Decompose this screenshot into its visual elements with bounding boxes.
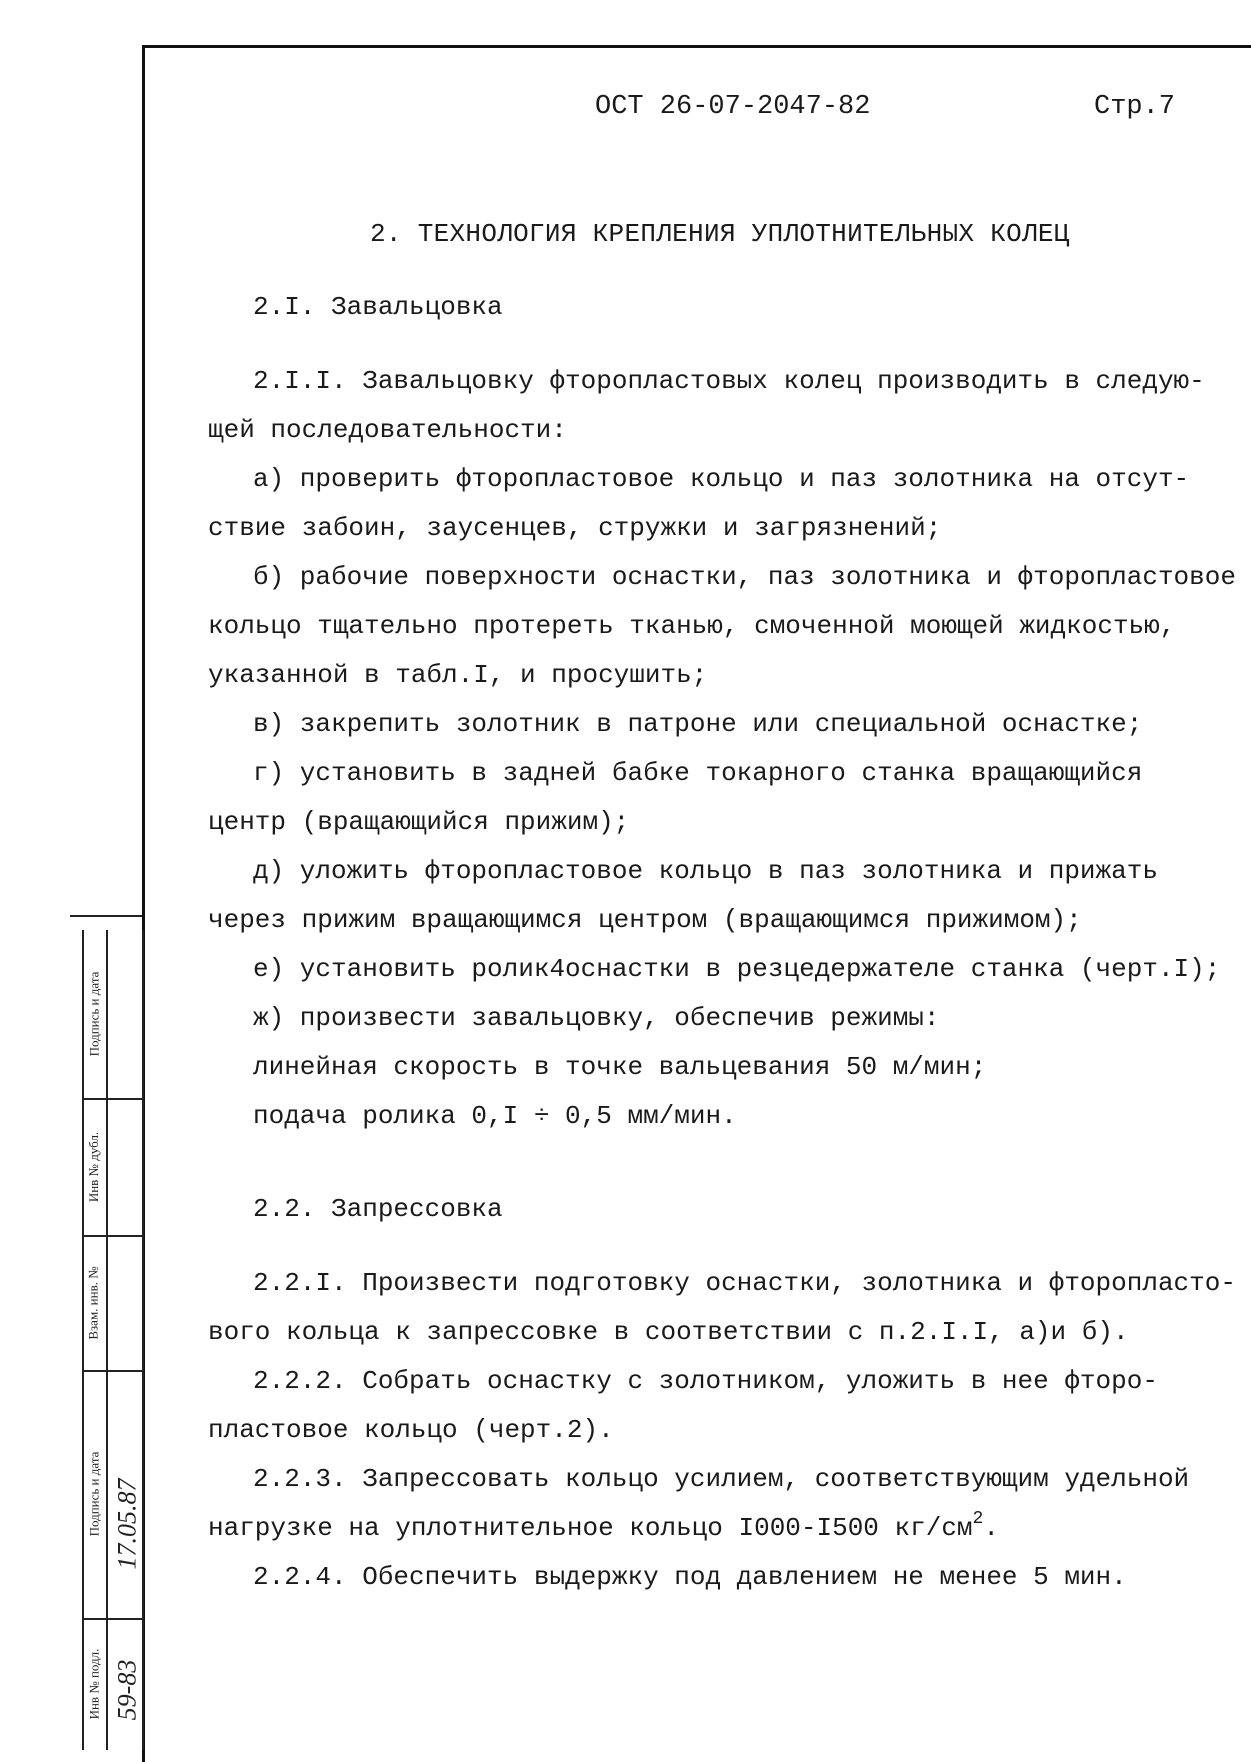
list-item-line: е) установить ролик4оснастки в резцедержателе станка (черт.I); [253, 954, 1221, 984]
paragraph-line: 2.2.I. Произвести подготовку оснастки, золотника и фторопласто- [253, 1268, 1236, 1298]
paragraph-line: вого кольца к запрессовке в соответствии с п.2.I.I, а)и б). [208, 1317, 1129, 1347]
list-item-line: б) рабочие поверхности оснастки, паз золотника и фторопластовое [253, 562, 1236, 592]
list-item-line: через прижим вращающимся центром (вращающимся прижимом); [208, 905, 1082, 935]
superscript: 2 [972, 1509, 984, 1529]
list-item-line: указанной в табл.I, и просушить; [208, 660, 708, 690]
paragraph-line: 2.2.3. Запрессовать кольцо усилием, соответствующим удельной [253, 1464, 1190, 1494]
stamp-cell: Взам. инв. № [86, 1265, 102, 1340]
line-text: нагрузке на уплотнительное кольцо I000-I500 кг/см [208, 1513, 973, 1543]
paragraph-line: 2.2.2. Собрать оснастку с золотником, уложить в нее фторо- [253, 1366, 1158, 1396]
stamp-top-line [70, 915, 142, 917]
margin-stamp [82, 930, 144, 1750]
list-item-line: д) уложить фторопластовое кольцо в паз золотника и прижать [253, 856, 1158, 886]
subsection-heading: 2.I. Завальцовка [253, 292, 503, 322]
list-item-line: а) проверить фторопластовое кольцо и паз золотника на отсут- [253, 464, 1190, 494]
list-item-line: в) закрепить золотник в патроне или специальной оснастке; [253, 709, 1143, 739]
list-item-line: линейная скорость в точке вальцевания 50 м/мин; [253, 1052, 987, 1082]
paragraph-line: пластовое кольцо (черт.2). [208, 1415, 614, 1445]
paragraph-line: 2.2.4. Обеспечить выдержку под давлением не менее 5 мин. [253, 1562, 1127, 1592]
stamp-cell: Инв № подл. [86, 1648, 102, 1720]
stamp-cell: Подпись и дата [86, 971, 102, 1057]
paragraph-line [208, 1509, 999, 1543]
stamp-border [142, 930, 144, 1750]
document-number: ОСТ 26-07-2047-82 [595, 92, 871, 122]
paragraph-line: щей последовательности: [208, 415, 567, 445]
list-item-line: центр (вращающийся прижим); [208, 807, 630, 837]
handwritten-date: 17.05.87 [112, 1478, 141, 1570]
stamp-divider [106, 930, 108, 1750]
subsection-heading: 2.2. Запрессовка [253, 1194, 503, 1224]
list-item-line: ствие забоин, заусенцев, стружки и загрязнений; [208, 513, 942, 543]
list-item-line: ж) произвести завальцовку, обеспечив режимы: [253, 1003, 940, 1033]
frame-top-border [142, 45, 1251, 48]
paragraph-line: 2.I.I. Завальцовку фторопластовых колец производить в следую- [253, 366, 1205, 396]
list-item-line: кольцо тщательно протереть тканью, смоченной моющей жидкостью, [208, 611, 1176, 641]
list-item-line: подача ролика 0,I ÷ 0,5 мм/мин. [253, 1101, 737, 1131]
list-item-line: г) установить в задней бабке токарного станка вращающийся [253, 758, 1143, 788]
section-title: 2. ТЕХНОЛОГИЯ КРЕПЛЕНИЯ УПЛОТНИТЕЛЬНЫХ КОЛЕЦ [370, 219, 1070, 249]
stamp-cell: Инв № дубл. [86, 1131, 102, 1202]
stamp-cell: Подпись и дата [86, 1451, 102, 1537]
handwritten-number: 59-83 [112, 1659, 142, 1721]
page-number: Стр.7 [1094, 92, 1176, 122]
line-period: . [983, 1513, 999, 1543]
